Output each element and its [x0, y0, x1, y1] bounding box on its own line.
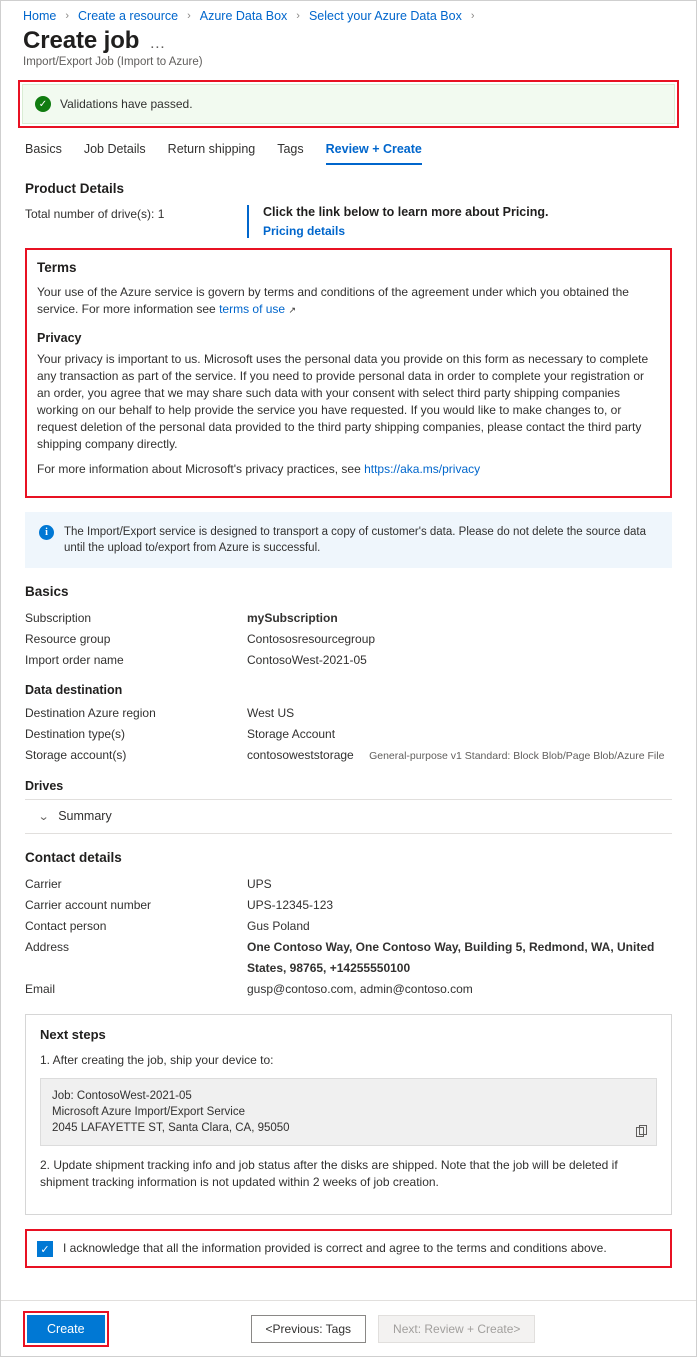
row-value: contosoweststorage	[247, 748, 354, 762]
terms-text-body: Your use of the Azure service is govern by terms and conditions of the agreement under which you obtained the service. For more information see	[37, 285, 629, 316]
privacy-text: Your privacy is important to us. Microsoft uses the personal data you provide on this form as necessary to complete any transaction as part of the service. If you need to provide personal data in order to complete your registration or an order, you agree that we may share such data with your consent with select third party shipping companies working on our behalf to help provide the service you have requested. If you would like to make changes to, or request deletion of the personal data provided to the third party shipping companies, please contact the third party shipping company directly.	[37, 352, 649, 451]
row-key: Destination Azure region	[25, 706, 156, 720]
row-key: Address	[25, 940, 70, 954]
row-key: Destination type(s)	[25, 727, 126, 741]
table-row	[25, 650, 672, 671]
row-key: Carrier account number	[25, 898, 152, 912]
table-row	[25, 629, 672, 650]
address-line: 2045 LAFAYETTE ST, Santa Clara, CA, 95050	[52, 1122, 290, 1134]
tab-basics[interactable]: Basics	[25, 142, 62, 156]
previous-button[interactable]: <Previous: Tags	[251, 1315, 367, 1343]
contact-details-heading: Contact details	[25, 850, 122, 865]
next-steps-heading: Next steps	[40, 1027, 106, 1042]
row-value: Storage Account	[247, 727, 336, 741]
breadcrumb	[1, 1, 696, 25]
chevron-down-icon: ⌄	[37, 810, 50, 823]
row-value: One Contoso Way, One Contoso Way, Building 5, Redmond, WA, United States, 98765, +14255550100	[247, 940, 655, 975]
tab-bar	[1, 128, 696, 165]
table-row	[25, 703, 672, 724]
pricing-callout-heading: Click the link below to learn more about Pricing.	[263, 205, 549, 219]
page-title: Create job	[23, 27, 140, 54]
next-steps-step-1: 1. After creating the job, ship your device to:	[40, 1053, 274, 1067]
row-value: West US	[247, 706, 295, 720]
drives-heading: Drives	[25, 779, 64, 793]
more-options-button[interactable]: …	[149, 35, 167, 52]
info-banner	[25, 512, 672, 568]
page-subtitle: Import/Export Job (Import to Azure)	[23, 56, 203, 68]
breadcrumb-separator: ›	[187, 10, 191, 22]
tab-tags[interactable]: Tags	[277, 142, 304, 156]
privacy-heading: Privacy	[37, 331, 82, 345]
pricing-details-link[interactable]: Pricing details	[263, 224, 346, 238]
table-row	[25, 724, 672, 745]
breadcrumb-item-create-a-resource[interactable]: Create a resource	[78, 9, 179, 23]
copy-icon[interactable]	[636, 1125, 648, 1138]
tab-return-shipping[interactable]: Return shipping	[167, 142, 256, 156]
row-value-note: General-purpose v1 Standard: Block Blob/Page Blob/Azure File	[369, 750, 665, 762]
page-title-row	[1, 25, 696, 55]
pricing-callout	[247, 205, 548, 238]
next-steps-step-2: 2. Update shipment tracking info and job status after the disks are shipped. Note that the job will be deleted if shipment tracking information is not updated within 2 weeks of job creation.	[40, 1158, 618, 1189]
table-row	[25, 874, 672, 895]
row-value: ContosoWest-2021-05	[247, 653, 367, 667]
tab-review-create[interactable]: Review + Create	[326, 142, 422, 165]
breadcrumb-separator: ›	[65, 10, 70, 22]
acknowledge-label: I acknowledge that all the information provided is correct and agree to the terms and conditions above.	[63, 1241, 607, 1255]
breadcrumb-item-home[interactable]: Home	[23, 9, 57, 23]
breadcrumb-item-select-your-azure-data-box[interactable]: Select your Azure Data Box	[308, 9, 462, 23]
row-key: Carrier	[25, 877, 62, 891]
info-banner-text: The Import/Export service is designed to transport a copy of customer's data. Please do not delete the source data until the upload to/export from Azure is successful.	[64, 526, 646, 554]
privacy-link[interactable]: https://aka.ms/privacy	[364, 462, 481, 476]
terms-highlight	[25, 248, 672, 498]
tab-job-details[interactable]: Job Details	[83, 142, 146, 156]
product-details-row	[25, 205, 672, 238]
row-value: UPS	[247, 877, 272, 891]
external-link-icon: ↗	[288, 305, 296, 315]
acknowledge-checkbox[interactable]: ✓	[37, 1241, 53, 1257]
validation-banner	[22, 84, 675, 124]
data-destination-heading: Data destination	[25, 683, 123, 697]
drives-summary-toggle[interactable]	[25, 800, 672, 834]
create-button[interactable]: Create	[27, 1315, 105, 1343]
row-value: gusp@contoso.com, admin@contoso.com	[247, 982, 473, 996]
table-row	[25, 979, 672, 1000]
breadcrumb-separator: ›	[470, 10, 475, 22]
acknowledge-highlight	[25, 1229, 672, 1268]
row-value: UPS-12345-123	[247, 898, 334, 912]
shipping-address-box	[40, 1078, 657, 1146]
address-line: Microsoft Azure Import/Export Service	[52, 1106, 246, 1118]
table-row	[25, 608, 672, 629]
address-line: Job: ContosoWest-2021-05	[52, 1090, 192, 1102]
row-key: Subscription	[25, 611, 92, 625]
terms-of-use-link[interactable]: terms of use	[219, 302, 286, 316]
terms-heading: Terms	[37, 260, 77, 275]
table-row	[25, 895, 672, 916]
terms-text	[37, 284, 660, 319]
check-icon: ✓	[35, 96, 51, 112]
footer-bar	[1, 1300, 696, 1356]
privacy-more-text	[37, 461, 660, 478]
info-icon: i	[39, 525, 54, 540]
row-key: Storage account(s)	[25, 748, 127, 762]
basics-heading: Basics	[25, 584, 69, 599]
breadcrumb-separator: ›	[296, 10, 300, 22]
row-value: mySubscription	[247, 611, 338, 625]
validation-highlight	[18, 80, 679, 128]
total-drives-label: Total number of drive(s): 1	[25, 207, 165, 221]
product-details-heading: Product Details	[25, 181, 125, 196]
next-button: Next: Review + Create>	[378, 1315, 535, 1343]
row-key: Import order name	[25, 653, 124, 667]
breadcrumb-item-azure-data-box[interactable]: Azure Data Box	[199, 9, 288, 23]
row-key: Resource group	[25, 632, 111, 646]
row-value: Contososresourcegroup	[247, 632, 376, 646]
drives-summary-label: Summary	[58, 809, 112, 823]
create-button-highlight	[23, 1311, 109, 1347]
row-key: Contact person	[25, 919, 107, 933]
validation-message: Validations have passed.	[60, 97, 193, 111]
table-row	[25, 745, 672, 767]
next-steps-card	[25, 1014, 672, 1215]
table-row	[25, 916, 672, 937]
privacy-more-prefix: For more information about Microsoft's privacy practices, see	[37, 462, 365, 476]
table-row	[25, 937, 672, 979]
row-key: Email	[25, 982, 56, 996]
row-value: Gus Poland	[247, 919, 310, 933]
